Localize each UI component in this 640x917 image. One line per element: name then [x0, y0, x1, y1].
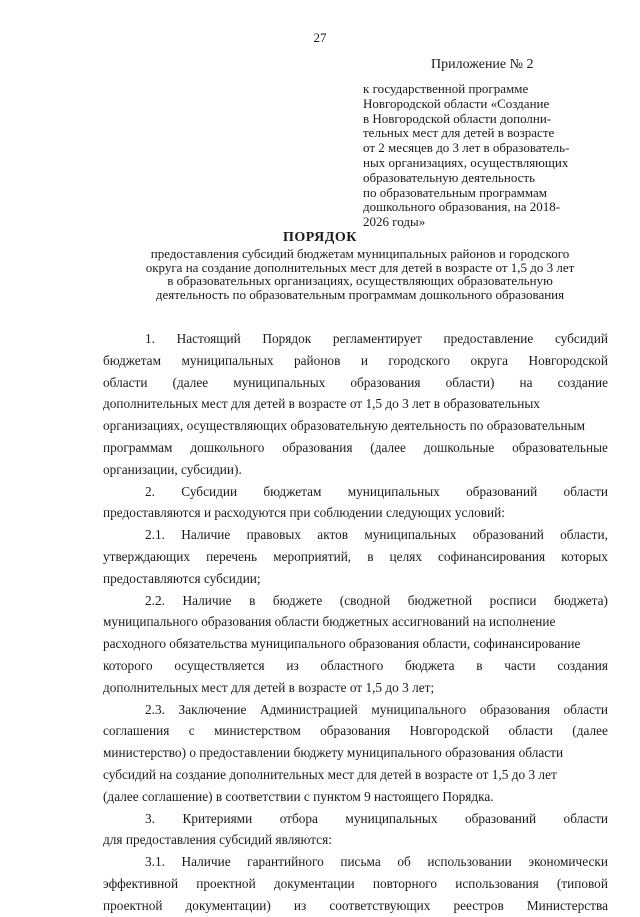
body-word: регламентирует [332, 331, 422, 346]
body-word: правовых [246, 527, 301, 543]
body-word: образований [464, 810, 537, 826]
body-line [103, 720, 608, 742]
body-word: (далее [172, 374, 209, 390]
body-word: на [519, 374, 533, 390]
body-line [103, 393, 608, 415]
body-word: муниципальных [233, 374, 326, 390]
body-word: экономически [528, 854, 608, 870]
body-word: области [563, 483, 608, 499]
body-word: муниципального образования области бюджетных ассигнований на исполнение [103, 614, 556, 630]
body-line [103, 829, 608, 851]
body-word: из [286, 657, 299, 673]
body-word: Наличие [182, 592, 232, 608]
body-word: Наличие [181, 527, 231, 543]
body-word: об [397, 854, 411, 870]
body-word: области [563, 810, 608, 826]
body-word: в [476, 657, 483, 673]
body-word: бюджета [404, 657, 455, 673]
body-line [103, 633, 608, 655]
body-word: (сводной [339, 592, 391, 608]
body-word: мероприятий, [273, 548, 352, 564]
body-word: дополнительных мест для детей в возрасте от 1,5 до 3 лет; [103, 679, 435, 695]
body-word: области [508, 723, 553, 739]
body-word: с [188, 723, 195, 739]
subtitle-line: округа на создание дополнительных мест для детей в возрасте от 1,5 до 3 лет [145, 259, 575, 275]
body-line [103, 808, 608, 830]
subtitle-line: предоставления субсидий бюджетам муниципальных районов и городского [150, 246, 570, 261]
body-word: Наличие [181, 854, 231, 870]
body-line [103, 459, 608, 481]
body-word: бюджетам [103, 352, 161, 368]
subtitle-line: деятельность по образовательным программам дошкольного образования [155, 286, 565, 302]
body-word: документации) [185, 897, 271, 913]
body-word: Настоящий [176, 331, 241, 346]
body-line [103, 481, 608, 503]
appendix-line: тельных мест для детей в возрасте [363, 125, 555, 141]
appendix-line: Новгородской области «Создание [363, 95, 550, 111]
body-word: муниципальных [364, 527, 457, 543]
body-line [103, 699, 608, 721]
body-word: муниципального [371, 701, 467, 717]
body-word: для предоставления субсидий являются: [103, 832, 332, 848]
body-word: предоставляются субсидии; [103, 570, 261, 586]
appendix-line: к государственной программе [363, 81, 529, 96]
body-word: Министерства [526, 897, 608, 913]
body-line [103, 372, 608, 394]
appendix-line: в Новгородской области дополни- [363, 110, 552, 126]
body-word: из [293, 897, 307, 913]
body-word: эффективной [103, 875, 179, 891]
body-word: бюджетам [263, 483, 322, 499]
body-line [103, 328, 608, 350]
body-word: (типовой [556, 875, 608, 891]
document-body [103, 328, 608, 917]
body-word: в [367, 548, 374, 564]
appendix-line: образовательную деятельность [363, 169, 536, 185]
body-word: субсидий на создание дополнительных мест для детей в возрасте от 1,5 до 3 лет [103, 766, 557, 782]
body-word: муниципальных [347, 483, 440, 499]
body-word: и [360, 352, 368, 368]
body-word: организациях, осуществляющих образовательную деятельность по образовательным [103, 418, 586, 434]
body-word: округа [470, 352, 509, 368]
appendix-title: Приложение № 2 [431, 57, 534, 72]
subtitle-line: в образовательных организациях, осуществляющих образовательную [167, 273, 553, 289]
body-word: образования [282, 439, 353, 455]
body-line [103, 742, 608, 764]
body-word: росписи [489, 592, 537, 608]
body-word: области) [445, 374, 495, 390]
body-word: предоставляются и расходуются при соблюдении следующих условий: [103, 505, 505, 521]
body-word: субсидий [554, 331, 608, 346]
body-line [103, 786, 608, 808]
body-word: области, [560, 527, 608, 543]
body-word: муниципальных [345, 810, 438, 826]
body-word: области [563, 701, 608, 717]
body-line [103, 764, 608, 786]
body-word: программам [103, 439, 173, 455]
body-word: использования [455, 875, 539, 891]
body-word: областного [320, 657, 384, 673]
appendix-line: ных организациях, осуществляющих [363, 154, 569, 170]
body-line [103, 568, 608, 590]
body-word: образований [466, 483, 538, 499]
body-word: образований [472, 527, 544, 543]
body-word: Новгородской [409, 723, 490, 739]
body-word: которых [561, 548, 608, 564]
body-word: утверждающих [103, 548, 191, 564]
body-word: 1. [145, 331, 155, 346]
body-word: создание [557, 374, 608, 390]
body-line [103, 611, 608, 633]
body-word: Порядок [262, 331, 312, 346]
body-word: дошкольные [423, 439, 495, 455]
body-word: (далее [370, 439, 406, 455]
body-word: дошкольного [190, 439, 265, 455]
body-word: (далее соглашение) в соответствии с пунктом 9 настоящего Порядка. [103, 788, 494, 804]
body-word: предоставление [443, 331, 534, 346]
body-word: софинансирования [438, 548, 546, 564]
body-word: отбора [279, 810, 318, 826]
body-word: области [103, 374, 148, 390]
appendix-line: дошкольного образования, на 2018- [363, 199, 561, 215]
body-word: Новгородской [528, 352, 608, 368]
body-word: министерство) о предоставлении бюджету муниципального образования области [103, 745, 564, 761]
body-word: в [249, 592, 256, 608]
body-word: использовании [427, 854, 512, 870]
body-word: соответствующих [329, 897, 431, 913]
body-line [103, 895, 608, 917]
body-word: бюджете [272, 592, 323, 608]
body-word: организации, субсидии). [103, 461, 242, 477]
appendix-line: от 2 месяцев до 3 лет в образователь- [363, 140, 570, 156]
body-word: 2.1. [145, 527, 165, 543]
body-word: целях [389, 548, 422, 564]
body-word: проектной [103, 897, 163, 913]
body-word: гарантийного [247, 854, 324, 870]
appendix-line: 2026 годы» [363, 214, 426, 230]
body-word: осуществляется [174, 657, 265, 673]
body-word: реестров [453, 897, 504, 913]
body-word: образования [350, 374, 421, 390]
body-line [103, 677, 608, 699]
body-word: бюджета) [553, 592, 608, 608]
body-line [103, 437, 608, 459]
body-word: 2.3. [145, 701, 165, 717]
body-word: муниципальных [181, 352, 274, 368]
appendix-line: по образовательным программам [363, 184, 548, 200]
body-word: Администрацией [259, 701, 358, 717]
body-word: бюджетной [407, 592, 473, 608]
body-word: письма [340, 854, 381, 870]
body-word: районов [294, 352, 341, 368]
body-word: Заключение [178, 701, 247, 717]
body-word: образования [479, 701, 550, 717]
body-line [103, 873, 608, 895]
body-word: 3. [145, 810, 155, 826]
body-line [103, 590, 608, 612]
body-word: проектной [196, 875, 256, 891]
body-word: перечень [206, 548, 258, 564]
body-word: которого [103, 657, 153, 673]
body-word: расходного обязательства муниципального образования области, софинансирование [103, 636, 581, 652]
body-word: 2.2. [145, 592, 165, 608]
body-word: соглашения [103, 723, 170, 739]
body-word: министерством [214, 723, 301, 739]
body-word: образования [320, 723, 391, 739]
body-word: актов [317, 527, 349, 543]
body-line [103, 655, 608, 677]
body-line [103, 546, 608, 568]
body-word: 2. [145, 483, 155, 499]
body-line [103, 502, 608, 524]
body-word: повторного [372, 875, 438, 891]
body-word: 3.1. [145, 854, 165, 870]
body-word: образовательные [512, 439, 608, 455]
body-word: городского [388, 352, 450, 368]
body-word: Критериями [182, 810, 253, 826]
body-line [103, 415, 608, 437]
document-title: ПОРЯДОК [283, 230, 357, 245]
appendix-reference [363, 82, 625, 230]
body-word: дополнительных мест для детей в возрасте от 1,5 до 3 лет в образовательных [103, 396, 540, 412]
page-number: 27 [313, 30, 327, 45]
document-subtitle [100, 247, 620, 301]
body-word: документации [273, 875, 355, 891]
body-word: создания [557, 657, 608, 673]
body-word: части [504, 657, 536, 673]
body-word: Субсидии [181, 483, 238, 499]
body-line [103, 350, 608, 372]
body-word: (далее [572, 723, 608, 739]
body-line [103, 524, 608, 546]
body-line [103, 851, 608, 873]
